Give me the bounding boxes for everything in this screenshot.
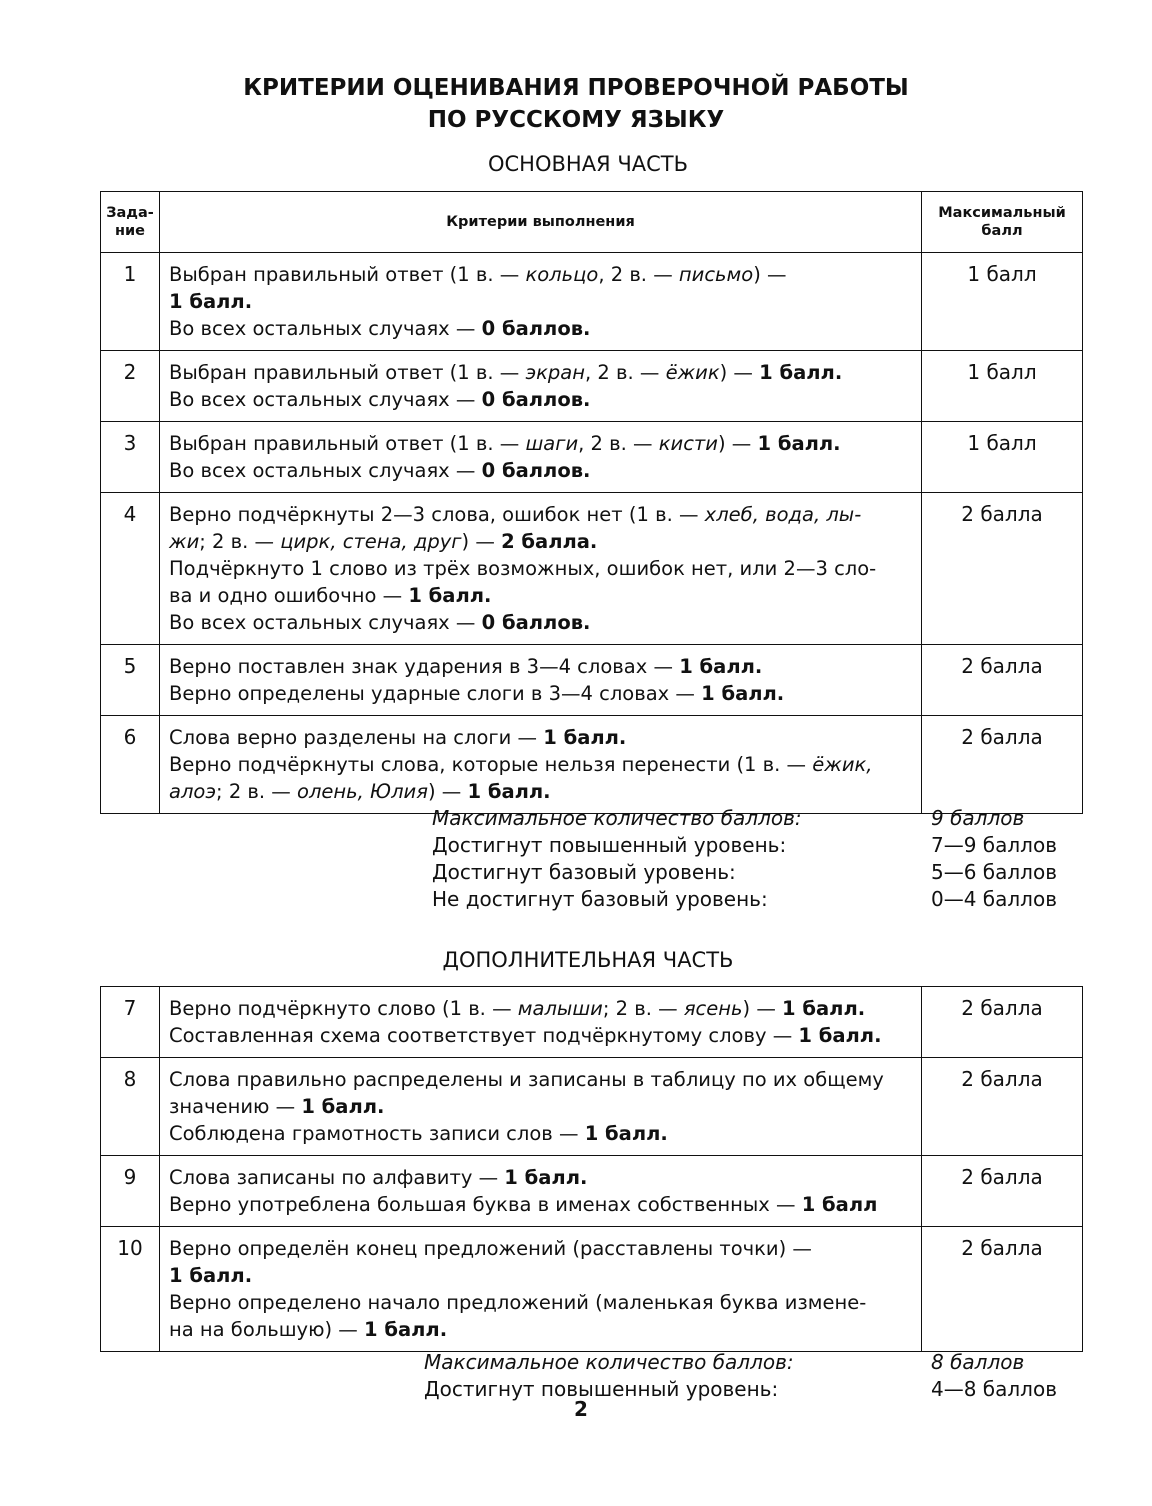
table-row bbox=[101, 645, 1083, 716]
criteria-line bbox=[169, 386, 913, 413]
criteria-text: ; 2 в. — bbox=[199, 530, 281, 553]
criteria-line bbox=[169, 1191, 913, 1218]
answer-word: шаги bbox=[525, 432, 579, 455]
summary-row bbox=[424, 1349, 1072, 1376]
answer-word: хлеб, вода, лы- bbox=[704, 503, 862, 526]
criteria-text: значению — bbox=[169, 1095, 302, 1118]
criteria-text: ) — bbox=[753, 263, 787, 286]
column-header-task bbox=[101, 192, 160, 253]
criteria-line bbox=[169, 751, 913, 778]
criteria-line bbox=[169, 1289, 913, 1316]
answer-word: ёжик bbox=[665, 361, 720, 384]
page-title-line-2: ПО РУССКОМУ ЯЗЫКУ bbox=[427, 107, 725, 133]
table-row bbox=[101, 1058, 1083, 1156]
criteria-line bbox=[169, 1262, 913, 1289]
table-row bbox=[101, 351, 1083, 422]
criteria-line bbox=[169, 609, 913, 636]
summary-label: Достигнут повышенный уровень: bbox=[424, 1377, 779, 1401]
score-text: 1 балл. bbox=[679, 655, 763, 678]
criteria-line bbox=[169, 680, 913, 707]
summary-label: Не достигнут базовый уровень: bbox=[432, 887, 768, 911]
criteria-line bbox=[169, 653, 913, 680]
criteria-line bbox=[169, 1093, 913, 1120]
criteria-cell bbox=[160, 253, 922, 351]
criteria-line bbox=[169, 261, 913, 288]
score-text: 1 балл. bbox=[543, 726, 627, 749]
table-row bbox=[101, 987, 1083, 1058]
max-score: 2 балла bbox=[922, 987, 1083, 1058]
score-text: 1 балл. bbox=[364, 1318, 448, 1341]
criteria-line bbox=[169, 528, 913, 555]
page-title-line-1: КРИТЕРИИ ОЦЕНИВАНИЯ ПРОВЕРОЧНОЙ РАБОТЫ bbox=[243, 75, 909, 101]
summary-value: 0—4 баллов bbox=[931, 887, 1057, 911]
summary-label: Максимальное количество баллов: bbox=[424, 1350, 794, 1374]
score-text: 0 баллов. bbox=[481, 388, 591, 411]
criteria-text: Верно поставлен знак ударения в 3—4 словах — bbox=[169, 655, 680, 678]
max-score: 2 балла bbox=[922, 716, 1083, 814]
criteria-text: ) — bbox=[717, 432, 758, 455]
summary-label: Достигнут базовый уровень: bbox=[432, 860, 736, 884]
summary-value: 9 баллов bbox=[931, 806, 1025, 830]
table-row bbox=[101, 422, 1083, 493]
max-score: 2 балла bbox=[922, 1227, 1083, 1352]
column-header-max-line-1: Максимальный bbox=[938, 205, 1066, 221]
criteria-line bbox=[169, 315, 913, 342]
criteria-text: , 2 в. — bbox=[578, 432, 659, 455]
column-header-max-line-2: балл bbox=[981, 223, 1023, 239]
summary-value: 5—6 баллов bbox=[931, 860, 1057, 884]
max-score: 2 балла bbox=[922, 645, 1083, 716]
main-criteria-table bbox=[100, 191, 1083, 814]
extra-criteria-table bbox=[100, 986, 1083, 1352]
score-text: 1 балл. bbox=[798, 1024, 882, 1047]
criteria-line bbox=[169, 1120, 913, 1147]
summary-row bbox=[432, 832, 1072, 859]
max-score: 2 балла bbox=[922, 493, 1083, 645]
main-section-heading: ОСНОВНАЯ ЧАСТЬ bbox=[487, 152, 688, 176]
criteria-line bbox=[169, 778, 913, 805]
max-score: 2 балла bbox=[922, 1156, 1083, 1227]
table-row bbox=[101, 1227, 1083, 1352]
task-number: 2 bbox=[101, 351, 160, 422]
task-number: 4 bbox=[101, 493, 160, 645]
criteria-text: , 2 в. — bbox=[598, 263, 679, 286]
task-number: 5 bbox=[101, 645, 160, 716]
summary-value: 8 баллов bbox=[931, 1350, 1025, 1374]
criteria-text: Выбран правильный ответ (1 в. — bbox=[169, 361, 526, 384]
criteria-text: Слова верно разделены на слоги — bbox=[169, 726, 544, 749]
score-text: 2 балла. bbox=[501, 530, 598, 553]
criteria-text: ) — bbox=[461, 530, 502, 553]
task-number: 3 bbox=[101, 422, 160, 493]
task-number: 7 bbox=[101, 987, 160, 1058]
main-table-body bbox=[101, 253, 1083, 814]
score-text: 1 балл. bbox=[169, 1264, 253, 1287]
answer-word: алоэ bbox=[169, 780, 217, 803]
score-text: 1 балл bbox=[801, 1193, 878, 1216]
answer-word: кольцо bbox=[525, 263, 599, 286]
criteria-text: ) — bbox=[742, 997, 783, 1020]
max-score: 1 балл bbox=[922, 351, 1083, 422]
criteria-text: Верно употреблена большая буква в именах собственных — bbox=[169, 1193, 802, 1216]
score-text: 1 балл. bbox=[504, 1166, 588, 1189]
score-text: 0 баллов. bbox=[481, 611, 591, 634]
criteria-text: Верно подчёркнуты слова, которые нельзя перенести (1 в. — bbox=[169, 753, 813, 776]
page-title bbox=[0, 72, 1152, 136]
criteria-cell bbox=[160, 493, 922, 645]
criteria-text: Выбран правильный ответ (1 в. — bbox=[169, 432, 526, 455]
summary-row bbox=[432, 886, 1072, 913]
criteria-line bbox=[169, 1316, 913, 1343]
criteria-line bbox=[169, 582, 913, 609]
max-score: 1 балл bbox=[922, 253, 1083, 351]
score-text: 0 баллов. bbox=[481, 459, 591, 482]
criteria-line bbox=[169, 359, 913, 386]
criteria-cell bbox=[160, 1058, 922, 1156]
criteria-text: ) — bbox=[427, 780, 468, 803]
criteria-text: на на большую) — bbox=[169, 1318, 365, 1341]
column-header-criteria: Критерии выполнения bbox=[160, 192, 922, 253]
criteria-line bbox=[169, 1164, 913, 1191]
score-text: 1 балл. bbox=[701, 682, 785, 705]
criteria-cell bbox=[160, 1156, 922, 1227]
extra-table-body bbox=[101, 987, 1083, 1352]
criteria-cell bbox=[160, 645, 922, 716]
criteria-cell bbox=[160, 716, 922, 814]
criteria-text: Слова записаны по алфавиту — bbox=[169, 1166, 505, 1189]
criteria-line bbox=[169, 1066, 913, 1093]
score-text: 1 балл. bbox=[584, 1122, 668, 1145]
table-row bbox=[101, 1156, 1083, 1227]
criteria-text: Слова правильно распределены и записаны в таблицу по их общему bbox=[169, 1068, 884, 1091]
criteria-line bbox=[169, 724, 913, 751]
score-text: 1 балл. bbox=[757, 432, 841, 455]
criteria-text: Во всех остальных случаях — bbox=[169, 611, 482, 634]
criteria-text: Верно определён конец предложений (расставлены точки) — bbox=[169, 1237, 812, 1260]
criteria-line bbox=[169, 457, 913, 484]
column-header-task-line-2: ние bbox=[114, 223, 145, 239]
score-text: 0 баллов. bbox=[481, 317, 591, 340]
criteria-text: Верно подчёркнуто слово (1 в. — bbox=[169, 997, 518, 1020]
criteria-line bbox=[169, 995, 913, 1022]
summary-value: 4—8 баллов bbox=[931, 1377, 1057, 1401]
score-text: 1 балл. bbox=[467, 780, 551, 803]
summary-label: Достигнут повышенный уровень: bbox=[432, 833, 787, 857]
score-text: 1 балл. bbox=[301, 1095, 385, 1118]
criteria-text: Во всех остальных случаях — bbox=[169, 317, 482, 340]
criteria-text: Выбран правильный ответ (1 в. — bbox=[169, 263, 526, 286]
extra-summary bbox=[424, 1349, 1072, 1403]
criteria-line bbox=[169, 555, 913, 582]
criteria-text: ва и одно ошибочно — bbox=[169, 584, 409, 607]
criteria-line bbox=[169, 288, 913, 315]
criteria-cell bbox=[160, 987, 922, 1058]
criteria-text: Составленная схема соответствует подчёркнутому слову — bbox=[169, 1024, 799, 1047]
answer-word: ясень bbox=[683, 997, 743, 1020]
table-row bbox=[101, 716, 1083, 814]
answer-word: жи bbox=[169, 530, 200, 553]
column-header-max-score bbox=[922, 192, 1083, 253]
criteria-text: Верно определены ударные слоги в 3—4 словах — bbox=[169, 682, 702, 705]
score-text: 1 балл. bbox=[759, 361, 843, 384]
criteria-line bbox=[169, 501, 913, 528]
task-number: 10 bbox=[101, 1227, 160, 1352]
summary-label: Максимальное количество баллов: bbox=[432, 806, 802, 830]
criteria-line bbox=[169, 1235, 913, 1262]
summary-value: 7—9 баллов bbox=[931, 833, 1057, 857]
criteria-text: Подчёркнуто 1 слово из трёх возможных, ошибок нет, или 2—3 сло- bbox=[169, 557, 877, 580]
criteria-text: ) — bbox=[719, 361, 760, 384]
criteria-line bbox=[169, 430, 913, 457]
answer-word: письмо bbox=[678, 263, 754, 286]
max-score: 1 балл bbox=[922, 422, 1083, 493]
summary-row bbox=[432, 859, 1072, 886]
table-row bbox=[101, 493, 1083, 645]
criteria-text: Во всех остальных случаях — bbox=[169, 388, 482, 411]
criteria-text: ; 2 в. — bbox=[602, 997, 684, 1020]
criteria-text: Соблюдена грамотность записи слов — bbox=[169, 1122, 585, 1145]
extra-section-heading: ДОПОЛНИТЕЛЬНАЯ ЧАСТЬ bbox=[442, 948, 734, 972]
task-number: 1 bbox=[101, 253, 160, 351]
summary-row bbox=[432, 805, 1072, 832]
main-summary bbox=[432, 805, 1072, 913]
score-text: 1 балл. bbox=[408, 584, 492, 607]
answer-word: экран bbox=[525, 361, 585, 384]
max-score: 2 балла bbox=[922, 1058, 1083, 1156]
criteria-cell bbox=[160, 422, 922, 493]
answer-word: ёжик, bbox=[812, 753, 873, 776]
criteria-cell bbox=[160, 1227, 922, 1352]
criteria-text: Верно определено начало предложений (маленькая буква измене- bbox=[169, 1291, 867, 1314]
criteria-text: ; 2 в. — bbox=[216, 780, 298, 803]
task-number: 6 bbox=[101, 716, 160, 814]
page-number: 2 bbox=[574, 1397, 588, 1421]
criteria-text: , 2 в. — bbox=[585, 361, 666, 384]
score-text: 1 балл. bbox=[169, 290, 253, 313]
answer-word: олень, Юлия bbox=[297, 780, 428, 803]
task-number: 8 bbox=[101, 1058, 160, 1156]
criteria-text: Верно подчёркнуты 2—3 слова, ошибок нет (1 в. — bbox=[169, 503, 705, 526]
answer-word: кисти bbox=[658, 432, 718, 455]
criteria-line bbox=[169, 1022, 913, 1049]
criteria-text: Во всех остальных случаях — bbox=[169, 459, 482, 482]
answer-word: цирк, стена, друг bbox=[280, 530, 462, 553]
task-number: 9 bbox=[101, 1156, 160, 1227]
criteria-cell bbox=[160, 351, 922, 422]
score-text: 1 балл. bbox=[782, 997, 866, 1020]
table-row bbox=[101, 253, 1083, 351]
column-header-task-line-1: Зада- bbox=[106, 205, 154, 221]
answer-word: малыши bbox=[517, 997, 603, 1020]
